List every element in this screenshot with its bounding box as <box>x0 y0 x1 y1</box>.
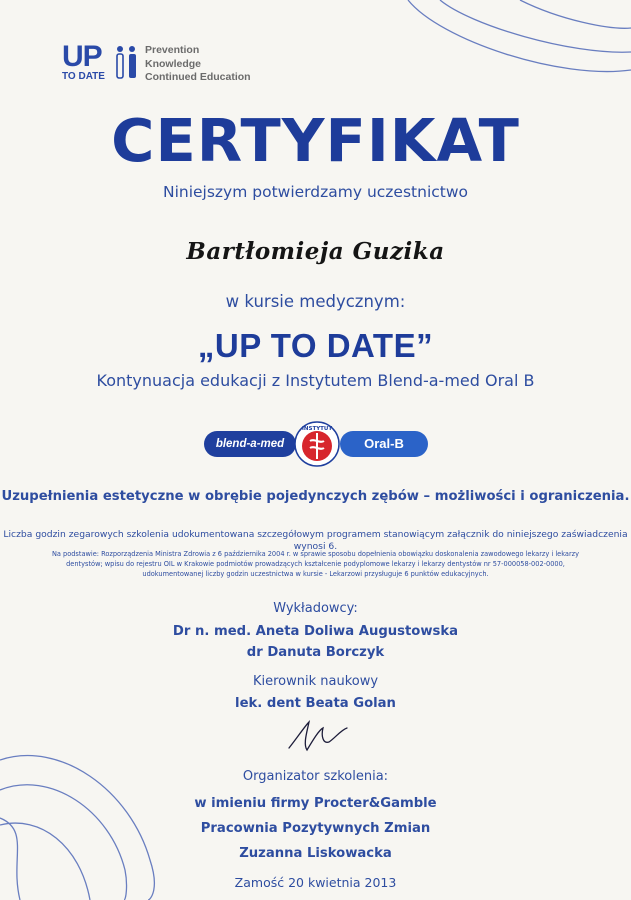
lecturer-1: Dr n. med. Aneta Doliwa Augustowska <box>172 624 459 639</box>
organizer-line-3: Zuzanna Liskowacka <box>239 846 392 861</box>
continuation-text: Kontynuacja edukacji z Instytutem Blend-a-med Oral B <box>96 371 535 390</box>
logo-tagline <box>145 44 251 85</box>
course-name: „UP TO DATE” <box>197 327 434 364</box>
organizer-line-1: w imieniu firmy Procter&Gamble <box>194 796 437 811</box>
blend-a-med-logo: blend-a-med <box>204 431 296 457</box>
logo-line-knowledge: Knowledge <box>145 57 202 70</box>
people-icon <box>114 45 140 79</box>
institute-seal-icon <box>294 421 340 467</box>
brand-bar <box>204 421 428 467</box>
course-intro: w kursie medycznym: <box>225 292 406 311</box>
logo-line-prevention: Prevention <box>145 44 200 56</box>
organizer-label: Organizator szkolenia: <box>242 769 389 784</box>
organizer-line-2: Pracownia Pozytywnych Zmian <box>200 821 431 836</box>
place-and-date: Zamość 20 kwietnia 2013 <box>234 875 397 890</box>
logo-up-text: UP <box>62 40 102 73</box>
confirmation-text: Niniejszym potwierdzamy uczestnictwo <box>162 183 469 201</box>
seal-text: INSTYTUT <box>301 426 333 432</box>
logo-todate-text: TO DATE <box>62 71 105 82</box>
logo-line-education: Continued Education <box>145 71 251 83</box>
handwritten-signature <box>285 718 355 758</box>
director-label: Kierownik naukowy <box>252 674 379 689</box>
legal-basis: Na podstawie: Rozporządzenia Ministra Zdrowia z 6 października 2004 r. w sprawie sposobu dopełnienia obowiązku doskonalenia zawodowego lekarzy i lekarzy dentystów; wpisu do rejestru OIL w Krakowie podmiotów prowadzących kształcenie podyplomowe lekarzy i lekarzy dentystów nr 57-000058-002-0000, udokumentowanej liczby godzin uczestnictwa w kursie - Lekarzowi przysługuje 6 punktów edukacyjnych. <box>51 550 580 578</box>
scientific-director: lek. dent Beata Golan <box>235 696 396 711</box>
oral-b-logo: Oral-B <box>340 431 428 457</box>
certificate-title: CERTYFIKAT <box>111 106 520 175</box>
lecturers-label: Wykładowcy: <box>273 601 358 616</box>
lecturer-2: dr Danuta Borczyk <box>246 645 385 660</box>
hours-statement: Liczba godzin zegarowych szkolenia udokumentowana szczegółowym programem stanowiącym załącznik do niniejszego zaświadczenia wynosi 6. <box>3 529 628 552</box>
training-topic: Uzupełnienia estetyczne w obrębie pojedynczych zębów – możliwości i ograniczenia. <box>1 489 630 504</box>
participant-name: Bartłomieja Guzika <box>186 238 445 265</box>
